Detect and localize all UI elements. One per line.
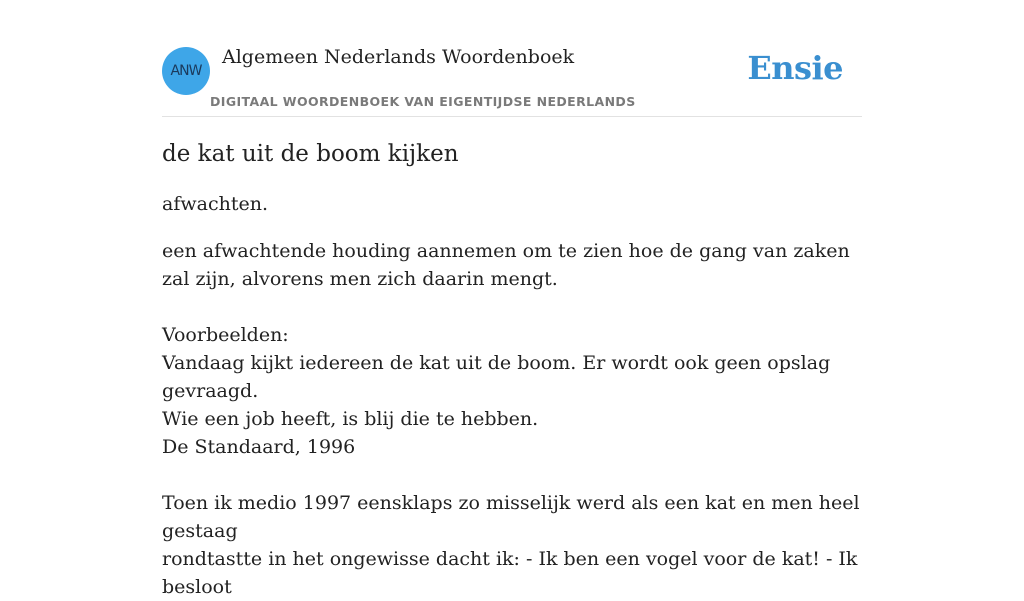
example-source: De Standaard, 1996 bbox=[162, 436, 356, 458]
example-line: Toen ik medio 1997 eensklaps zo misselijk werd als een kat en men heel gestaag bbox=[162, 492, 860, 542]
entry-term: de kat uit de boom kijken bbox=[162, 141, 459, 167]
short-definition: afwachten. bbox=[162, 193, 268, 215]
site-title[interactable]: Algemeen Nederlands Woordenboek bbox=[222, 46, 575, 68]
long-definition: een afwachtende houding aannemen om te zien hoe de gang van zaken zal zijn, alvorens men zich daarin mengt. bbox=[162, 240, 850, 290]
spacer bbox=[162, 461, 862, 489]
example-line: Vandaag kijkt iedereen de kat uit de boom. Er wordt ook geen opslag gevraagd. bbox=[162, 352, 831, 402]
example-line: Wie een job heeft, is blij die te hebben. bbox=[162, 408, 539, 430]
anw-logo[interactable]: ANW bbox=[162, 47, 210, 95]
entry-content bbox=[162, 138, 862, 601]
examples-label: Voorbeelden: bbox=[162, 324, 289, 346]
site-header bbox=[162, 0, 862, 117]
spacer bbox=[162, 293, 862, 321]
example-line: rondtastte in het ongewisse dacht ik: - Ik ben een vogel voor de kat! - Ik besloot bbox=[162, 548, 858, 598]
ensie-brand-logo[interactable]: Ensie bbox=[747, 49, 843, 87]
long-definition-block bbox=[162, 237, 862, 601]
site-subtitle: DIGITAAL WOORDENBOEK VAN EIGENTIJDSE NEDERLANDS bbox=[210, 94, 636, 109]
